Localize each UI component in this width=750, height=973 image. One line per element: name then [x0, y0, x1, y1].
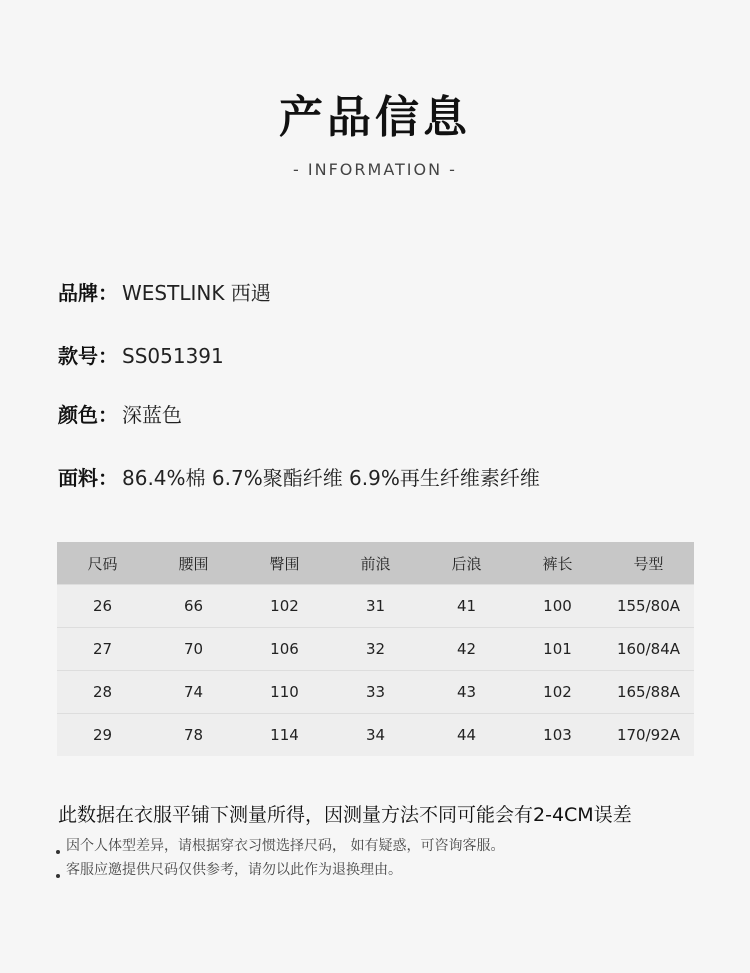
- column-header-fit: 号型: [603, 542, 694, 585]
- table-cell: 34: [330, 714, 421, 757]
- column-header-length: 裤长: [512, 542, 603, 585]
- info-value: 深蓝色: [122, 403, 182, 427]
- column-header-hip: 臀围: [239, 542, 330, 585]
- column-header-size: 尺码: [57, 542, 148, 585]
- notes-list: [56, 834, 504, 882]
- table-cell: 29: [57, 714, 148, 757]
- info-row-color: [58, 400, 182, 430]
- info-label: 面料：: [58, 466, 118, 490]
- info-row-fabric: [58, 463, 540, 493]
- table-cell: 160/84A: [603, 628, 694, 671]
- bullet-icon: [56, 874, 60, 878]
- table-cell: 41: [421, 585, 512, 628]
- info-label: 款号：: [58, 344, 118, 368]
- info-value: 86.4%棉 6.7%聚酯纤维 6.9%再生纤维素纤维: [122, 466, 540, 490]
- table-cell: 43: [421, 671, 512, 714]
- list-item: [56, 834, 504, 858]
- bullet-icon: [56, 850, 60, 854]
- note-text: 因个人体型差异，请根据穿衣习惯选择尺码， 如有疑惑，可咨询客服。: [66, 838, 505, 854]
- table-cell: 44: [421, 714, 512, 757]
- table-cell: 100: [512, 585, 603, 628]
- table-cell: 42: [421, 628, 512, 671]
- table-cell: 106: [239, 628, 330, 671]
- column-header-back-rise: 后浪: [421, 542, 512, 585]
- table-cell: 165/88A: [603, 671, 694, 714]
- page-subtitle: - INFORMATION -: [293, 160, 457, 179]
- info-label: 品牌：: [58, 281, 118, 305]
- table-cell: 110: [239, 671, 330, 714]
- table-cell: 155/80A: [603, 585, 694, 628]
- info-value: WESTLINK 西遇: [122, 281, 271, 305]
- table-cell: 31: [330, 585, 421, 628]
- table-cell: 114: [239, 714, 330, 757]
- table-row: [57, 671, 694, 714]
- table-row: [57, 714, 694, 757]
- table-cell: 170/92A: [603, 714, 694, 757]
- table-cell: 101: [512, 628, 603, 671]
- table-row: [57, 628, 694, 671]
- column-header-front-rise: 前浪: [330, 542, 421, 585]
- table-cell: 102: [239, 585, 330, 628]
- table-cell: 103: [512, 714, 603, 757]
- table-cell: 32: [330, 628, 421, 671]
- size-chart-table: [57, 542, 694, 756]
- table-row: [57, 585, 694, 628]
- table-cell: 74: [148, 671, 239, 714]
- table-header-row: [57, 542, 694, 585]
- info-row-brand: [58, 278, 271, 308]
- table-cell: 78: [148, 714, 239, 757]
- table-cell: 26: [57, 585, 148, 628]
- table-cell: 28: [57, 671, 148, 714]
- table-cell: 66: [148, 585, 239, 628]
- table-cell: 102: [512, 671, 603, 714]
- info-label: 颜色：: [58, 403, 118, 427]
- note-text: 客服应邀提供尺码仅供参考，请勿以此作为退换理由。: [66, 862, 402, 878]
- measurement-note: 此数据在衣服平铺下测量所得，因测量方法不同可能会有2-4CM误差: [58, 804, 632, 826]
- list-item: [56, 858, 504, 882]
- info-row-style-number: [58, 341, 224, 371]
- table-cell: 27: [57, 628, 148, 671]
- table-cell: 33: [330, 671, 421, 714]
- info-value: SS051391: [122, 344, 224, 368]
- table-cell: 70: [148, 628, 239, 671]
- column-header-waist: 腰围: [148, 542, 239, 585]
- page-title: 产品信息: [279, 92, 471, 143]
